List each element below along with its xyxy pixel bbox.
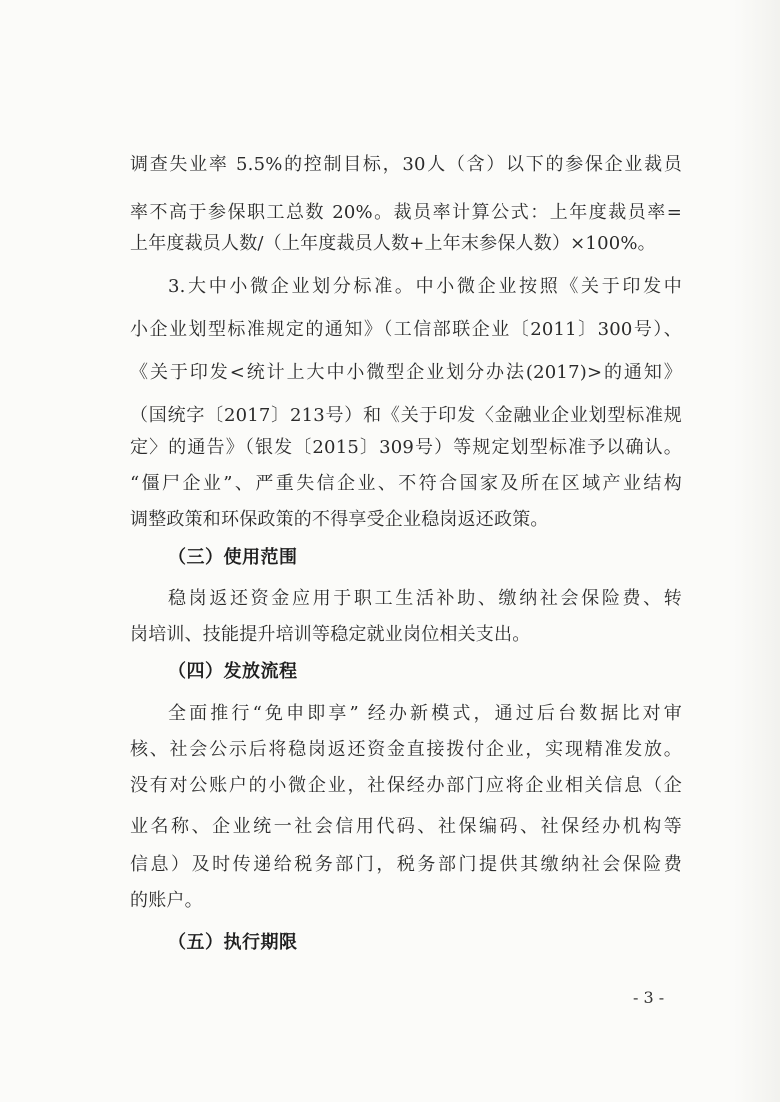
body-line: 《关于印发<统计上大中小微型企业划分办法(2017)>的通知》	[130, 362, 682, 383]
body-line: 信息）及时传递给税务部门，税务部门提供其缴纳社会保险费	[130, 854, 682, 875]
body-line: 全面推行“免申即享” 经办新模式，通过后台数据比对审	[168, 703, 682, 724]
body-line: 上年度裁员人数/（上年度裁员人数+上年末参保人数）×100%。	[130, 233, 656, 254]
body-line: （国统字〔2017〕213号）和《关于印发〈金融业企业划型标准规	[130, 405, 682, 426]
section-heading-process: （四）发放流程	[168, 661, 298, 682]
body-line: 的账户。	[130, 890, 203, 911]
body-line: 3.大中小微企业划分标准。中小微企业按照《关于印发中	[168, 276, 682, 297]
body-line: 核、社会公示后将稳岗返还资金直接拨付企业，实现精准发放。	[130, 739, 682, 760]
body-line: “僵尸企业”、严重失信企业、不符合国家及所在区域产业结构	[130, 473, 682, 494]
body-line: 岗培训、技能提升培训等稳定就业岗位相关支出。	[130, 624, 531, 645]
body-line: 小企业划型标准规定的通知》（工信部联企业〔2011〕300号）、	[130, 319, 682, 340]
scan-edge-shadow	[734, 0, 780, 1102]
page-number: - 3 -	[633, 988, 665, 1007]
body-line: 定〉的通告》（银发〔2015〕309号）等规定划型标准予以确认。	[130, 437, 682, 458]
body-line: 调整政策和环保政策的不得享受企业稳岗返还政策。	[130, 509, 549, 530]
body-line: 没有对公账户的小微企业，社保经办部门应将企业相关信息（企	[130, 775, 682, 796]
section-heading-scope: （三）使用范围	[168, 547, 298, 568]
body-line: 稳岗返还资金应用于职工生活补助、缴纳社会保险费、转	[168, 588, 682, 609]
section-heading-period: （五）执行期限	[168, 932, 298, 953]
body-line: 率不高于参保职工总数 20%。裁员率计算公式：上年度裁员率=	[130, 202, 682, 223]
body-line: 调查失业率 5.5%的控制目标，30人（含）以下的参保企业裁员	[130, 154, 682, 175]
body-line: 业名称、企业统一社会信用代码、社保编码、社保经办机构等	[130, 816, 682, 837]
